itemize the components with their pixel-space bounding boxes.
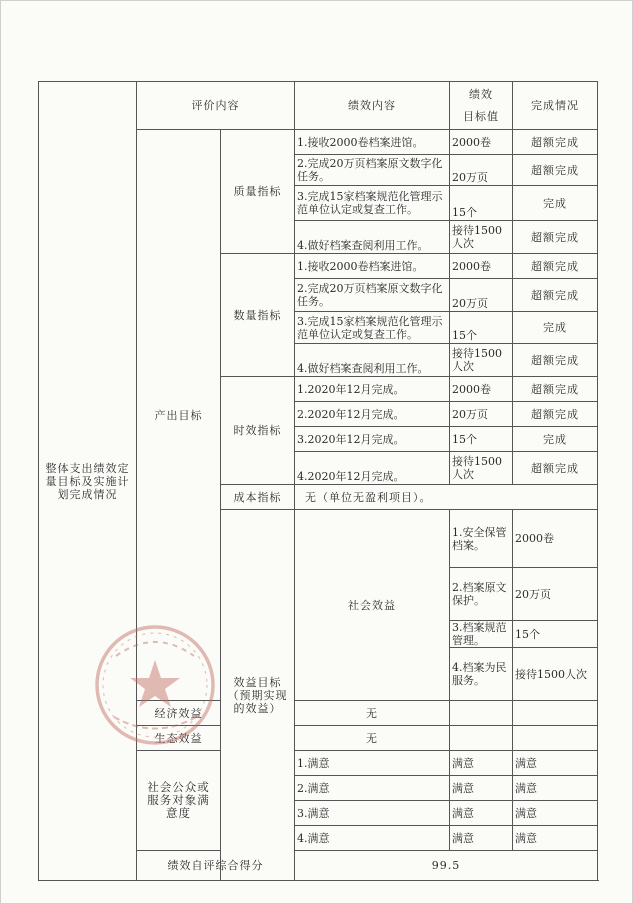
ecological-status-cell <box>513 726 598 751</box>
social-row-1-target: 2000卷 <box>513 510 598 568</box>
social-row-2-content: 2.档案原文保护。 <box>450 568 513 621</box>
economic-target-cell <box>450 701 513 726</box>
timeliness-row-1-status: 超额完成 <box>513 377 598 402</box>
quality-row-1-status: 超额完成 <box>513 130 598 155</box>
ecological-target-cell <box>450 726 513 751</box>
quantity-row-2-content: 2.完成20万页档案原文数字化任务。 <box>295 279 450 312</box>
satisfaction-row-2-content: 2.满意 <box>295 776 450 801</box>
timeliness-row-4-content: 4.2020年12月完成。 <box>295 452 450 485</box>
quality-row-3-content: 3.完成15家档案规范化管理示范单位认定或复查工作。 <box>295 186 450 221</box>
timeliness-row-2-status: 超额完成 <box>513 402 598 427</box>
quantity-row-1-content: 1.接收2000卷档案进馆。 <box>295 254 450 279</box>
quality-row-2-status: 超额完成 <box>513 155 598 186</box>
performance-table <box>38 81 598 881</box>
satisfaction-row-3-target: 满意 <box>450 801 513 826</box>
quality-row-4-target: 接待1500人次 <box>450 221 513 254</box>
timeliness-indicator-label: 时效指标 <box>221 377 295 485</box>
quantity-row-2-target: 20万页 <box>450 279 513 312</box>
satisfaction-row-1-content: 1.满意 <box>295 751 450 776</box>
social-benefit-label: 社会效益 <box>295 510 450 701</box>
quantity-row-4-status: 超额完成 <box>513 344 598 377</box>
header-performance: 绩效内容 <box>295 82 450 130</box>
satisfaction-row-3-status: 满意 <box>513 801 598 826</box>
quality-row-1-target: 2000卷 <box>450 130 513 155</box>
economic-status-cell <box>513 701 598 726</box>
timeliness-row-4-status: 超额完成 <box>513 452 598 485</box>
cost-indicator-label: 成本指标 <box>221 485 295 510</box>
social-row-2-target: 20万页 <box>513 568 598 621</box>
quality-row-3-target: 15个 <box>450 186 513 221</box>
overall-section-label: 整体支出绩效定量目标及实施计划完成情况 <box>39 82 137 881</box>
social-row-1-content: 1.安全保管档案。 <box>450 510 513 568</box>
satisfaction-row-2-status: 满意 <box>513 776 598 801</box>
satisfaction-row-4-content: 4.满意 <box>295 826 450 851</box>
satisfaction-row-2-target: 满意 <box>450 776 513 801</box>
economic-benefit-label: 经济效益 <box>137 701 221 726</box>
timeliness-row-2-target: 20万页 <box>450 402 513 427</box>
quantity-row-1-target: 2000卷 <box>450 254 513 279</box>
cost-indicator-value: 无（单位无盈利项目）。 <box>295 485 598 510</box>
ecological-benefit-value: 无 <box>295 726 450 751</box>
satisfaction-row-4-target: 满意 <box>450 826 513 851</box>
timeliness-row-4-target: 接待1500人次 <box>450 452 513 485</box>
social-row-3-content: 3.档案规范管理。 <box>450 621 513 648</box>
score-value: 99.5 <box>295 851 598 881</box>
quantity-row-4-target: 接待1500人次 <box>450 344 513 377</box>
header-target: 绩效 目标值 <box>450 82 513 130</box>
header-status: 完成情况 <box>513 82 598 130</box>
quality-row-4-status: 超额完成 <box>513 221 598 254</box>
timeliness-row-3-status: 完成 <box>513 427 598 452</box>
satisfaction-row-4-status: 满意 <box>513 826 598 851</box>
timeliness-row-1-target: 2000卷 <box>450 377 513 402</box>
header-content: 评价内容 <box>137 82 295 130</box>
social-row-4-content: 4.档案为民服务。 <box>450 648 513 701</box>
ecological-benefit-label: 生态效益 <box>137 726 221 751</box>
satisfaction-label: 社会公众或服务对象满意度 <box>137 751 221 851</box>
quality-row-2-target: 20万页 <box>450 155 513 186</box>
quantity-indicator-label: 数量指标 <box>221 254 295 377</box>
quantity-row-1-status: 超额完成 <box>513 254 598 279</box>
economic-benefit-value: 无 <box>295 701 450 726</box>
satisfaction-row-1-target: 满意 <box>450 751 513 776</box>
score-label: 绩效自评综合得分 <box>137 851 295 881</box>
timeliness-row-3-content: 3.2020年12月完成。 <box>295 427 450 452</box>
timeliness-row-1-content: 1.2020年12月完成。 <box>295 377 450 402</box>
social-row-4-target: 接待1500人次 <box>513 648 598 701</box>
timeliness-row-3-target: 15个 <box>450 427 513 452</box>
quality-row-1-content: 1.接收2000卷档案进馆。 <box>295 130 450 155</box>
quality-indicator-label: 质量指标 <box>221 130 295 254</box>
quality-row-4-content: 4.做好档案查阅利用工作。 <box>295 221 450 254</box>
quantity-row-3-status: 完成 <box>513 312 598 344</box>
satisfaction-row-3-content: 3.满意 <box>295 801 450 826</box>
table-header-row <box>39 82 598 130</box>
satisfaction-row-1-status: 满意 <box>513 751 598 776</box>
quality-row-2-content: 2.完成20万页档案原文数字化任务。 <box>295 155 450 186</box>
quantity-row-2-status: 超额完成 <box>513 279 598 312</box>
quantity-row-3-content: 3.完成15家档案规范化管理示范单位认定或复查工作。 <box>295 312 450 344</box>
timeliness-row-2-content: 2.2020年12月完成。 <box>295 402 450 427</box>
quantity-row-4-content: 4.做好档案查阅利用工作。 <box>295 344 450 377</box>
quality-row-3-status: 完成 <box>513 186 598 221</box>
quantity-row-3-target: 15个 <box>450 312 513 344</box>
social-row-3-target: 15个 <box>513 621 598 648</box>
benefit-goal-label: 效益目标 （预期实现的效益） <box>221 510 295 881</box>
output-goal-label: 产出目标 <box>137 130 221 701</box>
